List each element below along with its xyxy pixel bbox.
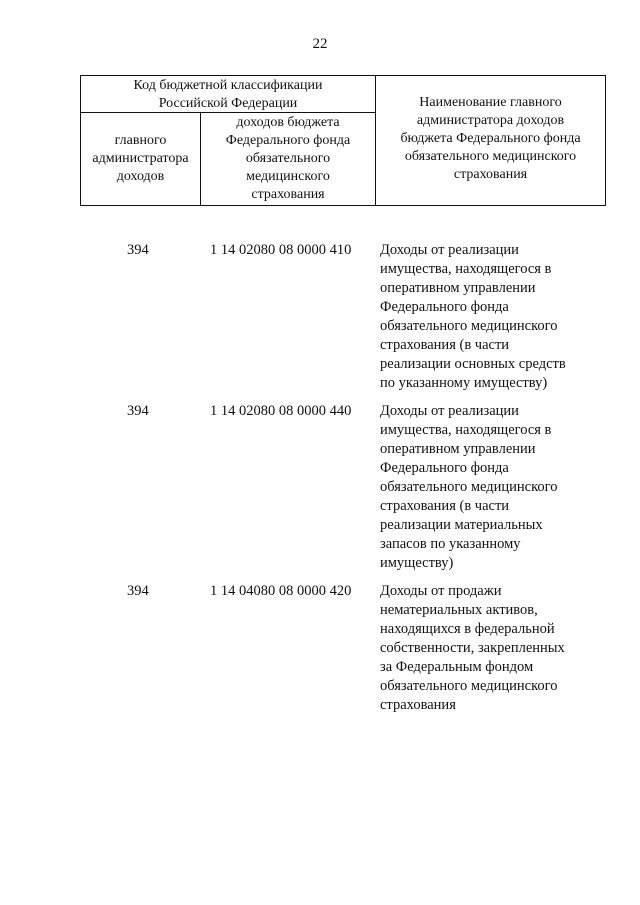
header-admin-col (81, 132, 200, 186)
row-name-line: Федерального фонда (380, 460, 509, 476)
row-name-line: находящихся в федеральной (380, 621, 555, 637)
header-name-col (376, 94, 605, 184)
row-name-line: имущества, находящегося в (380, 261, 552, 277)
row-name-line: имущества, находящегося в (380, 422, 552, 438)
header-right-border (605, 75, 606, 206)
row-name-line: Федерального фонда (380, 299, 509, 315)
header-name-line: обязательного медицинского (404, 149, 577, 164)
row-name-line: страхования (380, 697, 456, 713)
header-bottom-border (80, 205, 606, 206)
row-name-line: собственности, закрепленных (380, 640, 565, 656)
row-admin-code: 394 (127, 583, 149, 599)
header-name-line: администратора доходов (416, 113, 565, 128)
header-name-line: Наименование главного (419, 95, 562, 110)
row-name-line: Доходы от реализации (380, 242, 519, 258)
row-name-line: обязательного медицинского (380, 678, 558, 694)
row-name (380, 402, 605, 573)
header-budget-line: страхования (251, 187, 325, 202)
row-name-line: страхования (в части (380, 337, 510, 353)
header-name-line: страхования (453, 167, 528, 182)
header-budget-line: медицинского (246, 169, 330, 184)
header-code-group-line: Код бюджетной классификации (133, 78, 323, 93)
row-name (380, 241, 605, 393)
header-admin-line: главного (114, 133, 167, 148)
row-name-line: Доходы от реализации (380, 403, 519, 419)
row-name-line: запасов по указанному (380, 536, 521, 552)
header-table (80, 75, 606, 206)
row-name-line: Доходы от продажи (380, 583, 502, 599)
row-name-line: имуществу) (380, 555, 454, 571)
header-admin-line: доходов (116, 169, 165, 184)
row-name-line: оперативном управлении (380, 280, 536, 296)
row-name-line: обязательного медицинского (380, 318, 558, 334)
row-name-line: страхования (в части (380, 498, 510, 514)
row-budget-code: 1 14 02080 08 0000 410 (210, 242, 352, 258)
header-budget-col (201, 114, 375, 204)
row-name-line: реализации материальных (380, 517, 543, 533)
page-number: 22 (312, 36, 328, 52)
header-budget-line: обязательного (245, 151, 331, 166)
row-name-line: нематериальных активов, (380, 602, 538, 618)
row-name (380, 582, 605, 715)
row-budget-code: 1 14 04080 08 0000 420 (210, 583, 352, 599)
row-name-line: реализации основных средств (380, 356, 566, 372)
header-name-line: бюджета Федерального фонда (400, 131, 581, 146)
header-code-group-line: Российской Федерации (158, 96, 298, 111)
header-budget-line: доходов бюджета (236, 115, 340, 130)
header-code-group (81, 76, 375, 113)
row-name-line: оперативном управлении (380, 441, 536, 457)
header-admin-line: администратора (92, 151, 189, 166)
header-budget-line: Федерального фонда (225, 133, 351, 148)
row-budget-code: 1 14 02080 08 0000 440 (210, 403, 352, 419)
row-admin-code: 394 (127, 403, 149, 419)
row-name-line: обязательного медицинского (380, 479, 558, 495)
row-admin-code: 394 (127, 242, 149, 258)
row-name-line: по указанному имуществу) (380, 375, 548, 391)
row-name-line: за Федеральным фондом (380, 659, 534, 675)
